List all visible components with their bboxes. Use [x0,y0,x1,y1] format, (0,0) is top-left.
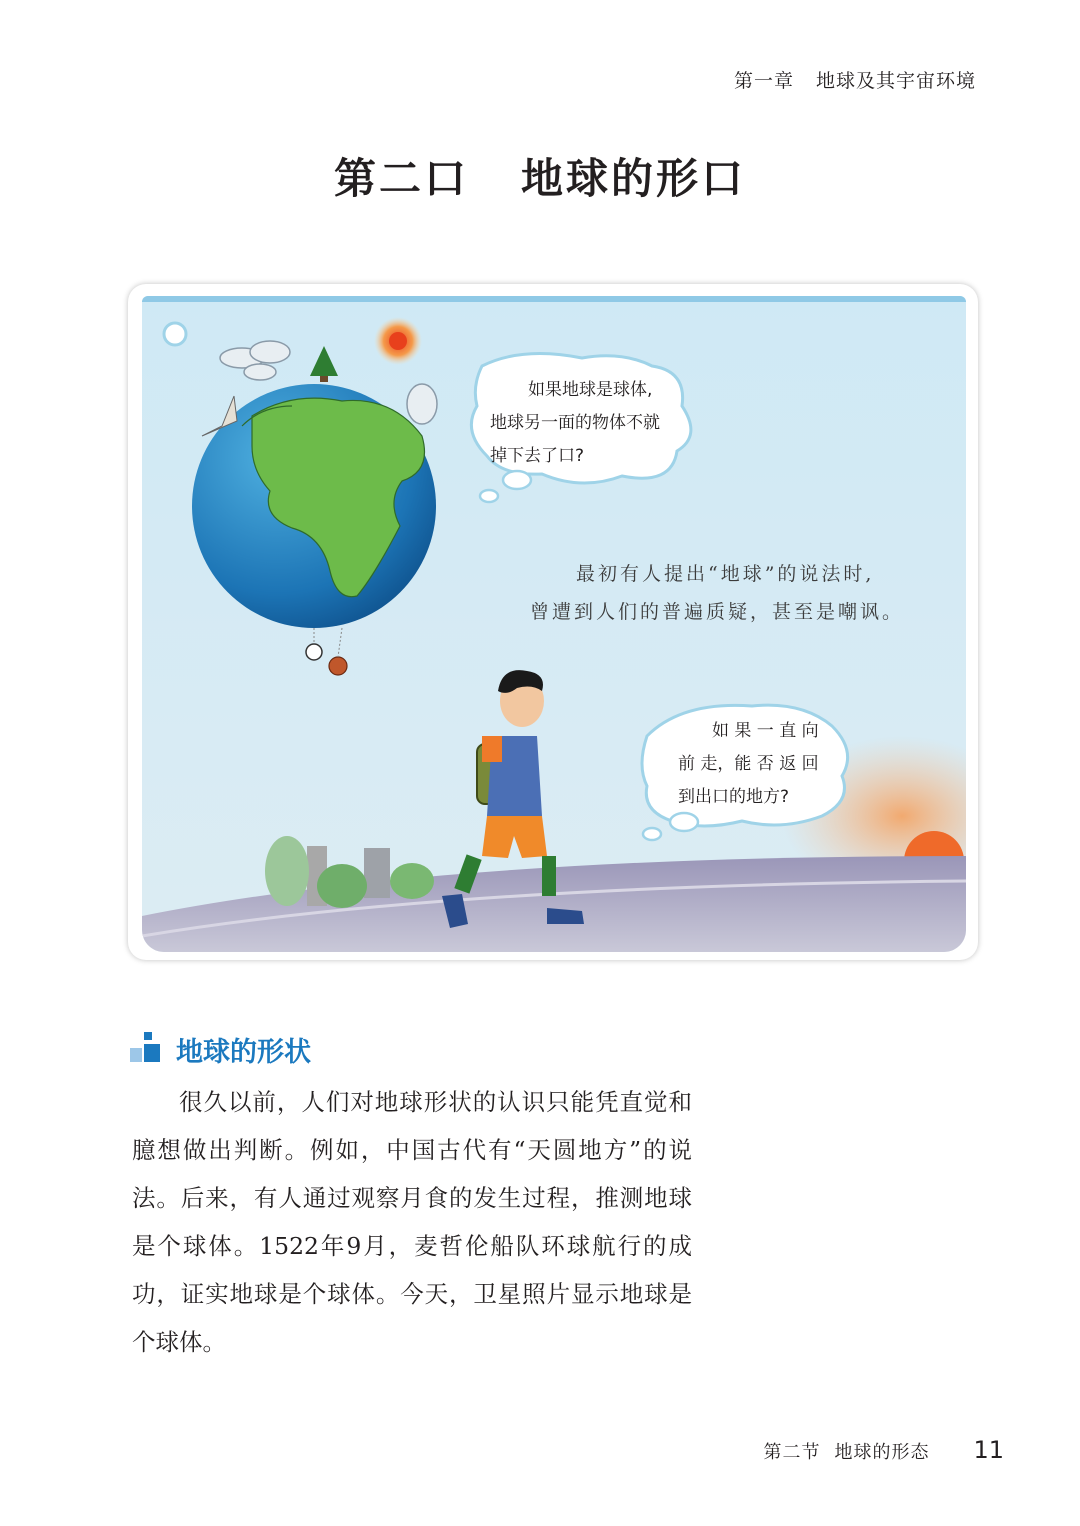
section-title: 地球的形口 [521,154,747,203]
heading-square-icon [130,1032,162,1064]
bubble-boy-line-1: 如 果 一 直 向 [712,721,819,741]
chapter-number: 第一章 [733,70,794,92]
page-number: 11 [973,1436,1004,1464]
page-title [0,146,1080,206]
soccer-ball-icon [306,644,322,660]
footer-section [763,1442,929,1463]
page-footer [763,1436,1004,1464]
subsection-title: 地球的形状 [176,1037,311,1068]
running-head [734,66,976,93]
footer-section-label: 第二节 [763,1442,821,1463]
bubble-boy-line-2: 前 走，能 否 返 回 [678,754,819,774]
chapter-title: 地球及其宇宙环境 [815,70,976,92]
footer-section-title: 地球的形态 [834,1442,930,1463]
basketball-icon [329,657,347,675]
bubble-top-line-1: 如果地球是球体, [528,380,653,400]
body-text [132,1078,692,1366]
body-paragraph: 很久以前，人们对地球形状的认识只能凭直觉和臆想做出判断。例如，中国古代有“天圆地方”的说法。后来，有人通过观察月食的发生过程，推测地球是个球体。1522年9月，麦哲伦船队环球航行的成功，证实地球是个球体。今天，卫星照片显示地球是个球体。 [132,1088,692,1356]
caption-line-1: 最初有人提出“地球”的说法时, [576,563,875,585]
bubble-top-line-2: 地球另一面的物体不就 [490,413,660,433]
bubble-top-line-3: 掉下去了口? [490,446,585,466]
section-number: 第二口 [333,154,469,203]
caption-line-2: 曾遭到人们的普遍质疑，甚至是嘲讽。 [530,601,905,623]
top-bar [142,296,966,302]
moon-icon [164,323,186,345]
sun-core [389,332,407,350]
bubble-boy-line-3: 到出口的地方? [678,787,790,807]
